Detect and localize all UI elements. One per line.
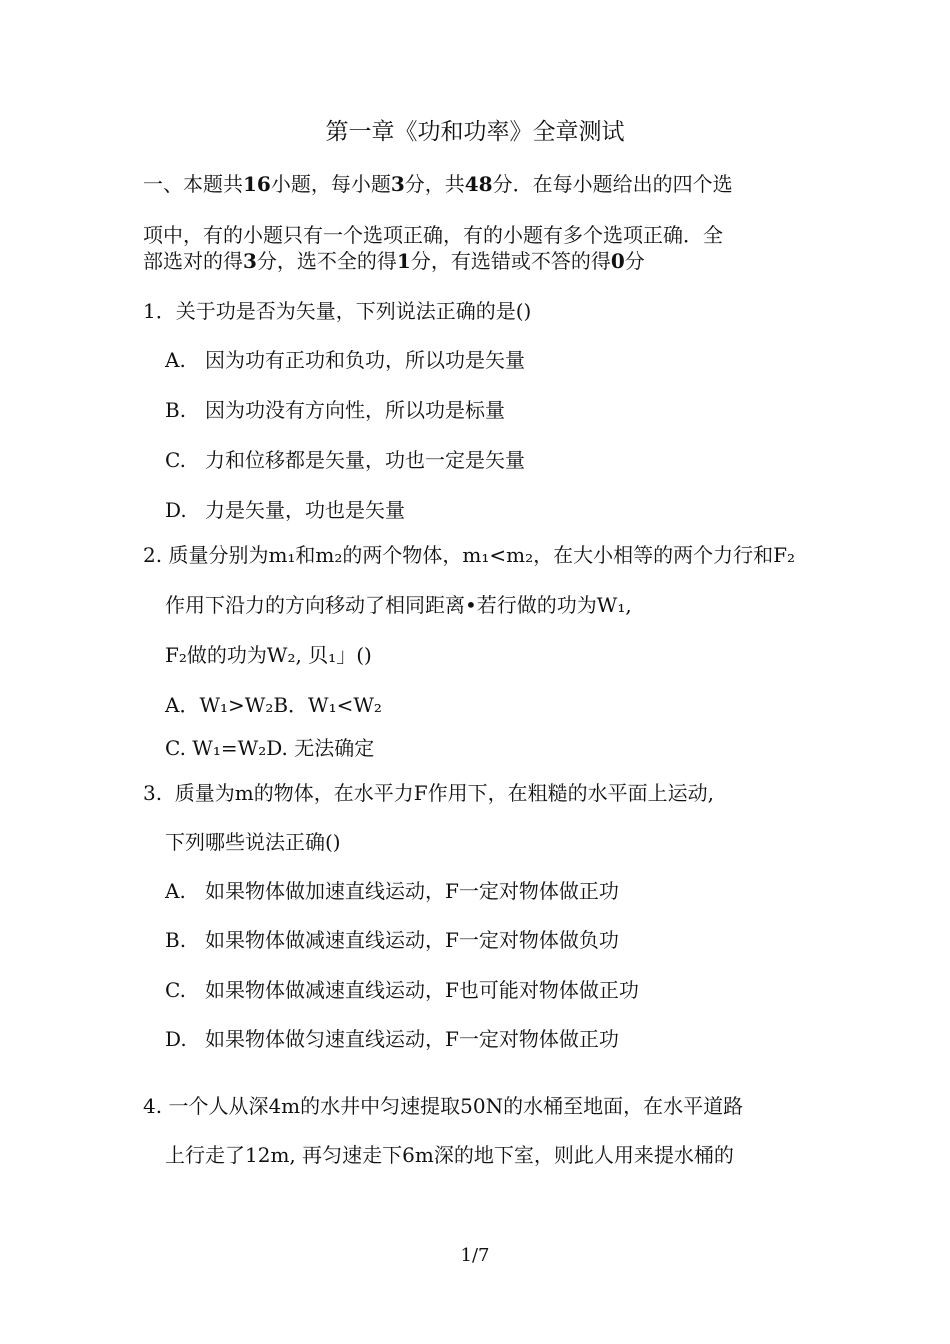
section-instructions-line-3: 部选对的得3分，选不全的得1分，有选错或不答的得0分: [143, 249, 645, 273]
question-2-options-cd: C. W₁=W₂D. 无法确定: [165, 736, 375, 760]
question-1-option-b: B. 因为功没有方向性，所以功是标量: [165, 398, 505, 422]
section-instructions-line-2: 项中，有的小题只有一个选项正确，有的小题有多个选项正确．全: [143, 223, 723, 247]
question-2-options-ab: A．W₁>W₂B．W₁<W₂: [165, 693, 382, 717]
question-2-line-2: 作用下沿力的方向移动了相同距离•若行做的功为W₁,: [165, 593, 632, 617]
document-title: 第一章《功和功率》全章测试: [325, 119, 625, 145]
question-2-line-1: 2. 质量分别为m₁和m₂的两个物体，m₁<m₂，在大小相等的两个力行和F₂: [143, 543, 796, 567]
question-1-option-a: A. 因为功有正功和负功，所以功是矢量: [165, 348, 525, 372]
question-1-stem: 1．关于功是否为矢量，下列说法正确的是(): [143, 299, 532, 323]
question-1-option-d: D. 力是矢量，功也是矢量: [165, 498, 405, 522]
question-3-option-a: A. 如果物体做加速直线运动，F一定对物体做正功: [165, 879, 619, 903]
question-4-line-1: 4. 一个人从深4m的水井中匀速提取50N的水桶至地面，在水平道路: [143, 1094, 744, 1118]
page-number: 1/7: [460, 1245, 490, 1266]
question-3-line-1: 3. 质量为m的物体，在水平力F作用下，在粗糙的水平面上运动,: [143, 781, 714, 805]
question-3-option-d: D. 如果物体做匀速直线运动，F一定对物体做正功: [165, 1027, 619, 1051]
question-2-line-3: F₂做的功为W₂, 贝₁」(): [165, 643, 372, 667]
question-3-option-b: B. 如果物体做减速直线运动，F一定对物体做负功: [165, 928, 619, 952]
question-3-option-c: C. 如果物体做减速直线运动，F也可能对物体做正功: [165, 978, 639, 1002]
section-instructions-line-1: 一、本题共16小题，每小题3分，共48分．在每小题给出的四个选: [143, 172, 733, 196]
question-4-line-2: 上行走了12m, 再匀速走下6m深的地下室，则此人用来提水桶的: [165, 1143, 734, 1167]
question-3-line-2: 下列哪些说法正确(): [165, 830, 341, 854]
question-1-option-c: C. 力和位移都是矢量，功也一定是矢量: [165, 448, 525, 472]
